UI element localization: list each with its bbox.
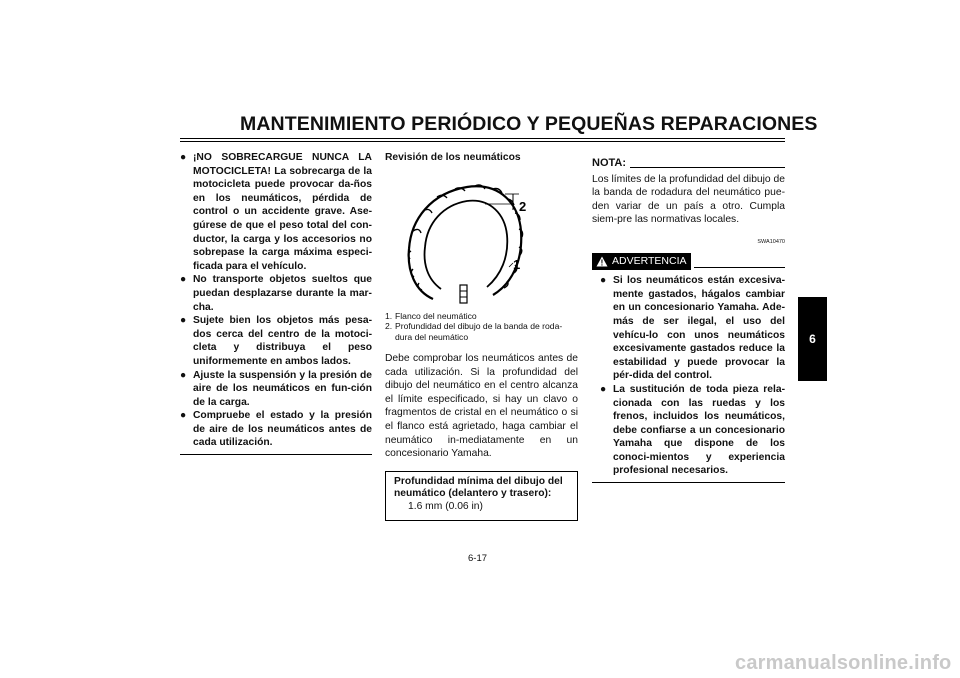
warning-label: ADVERTENCIA [612, 254, 687, 267]
note-heading [592, 157, 785, 171]
warning-code: SWA10470 [757, 238, 785, 245]
list-item: ● ¡NO SOBRECARGUE NUNCA LA MOTOCICLETA! La sobrecarga de la motocicleta puede provocar da-ños en los neumáticos, pérdida de control o un accidente grave. Ase-gúrese de que el peso total del con-ductor, la carga y los accesorios no sobrepase la carga máxima especi-ficada para el vehículo. [180, 152, 372, 272]
spec-value: 1.6 mm (0.06 in) [408, 500, 483, 512]
bullet-icon: ● [180, 152, 187, 163]
bullet-icon: ● [180, 369, 187, 381]
spec-box [385, 471, 578, 522]
list-item: ● Compruebe el estado y la presión de aire de los neumáticos antes de cada utilización. [180, 410, 372, 449]
list-item: ● La sustitución de toda pieza rela-cionada con las ruedas y los frenos, incluidos los neumáticos, debe confiarse a un concesionario Yamaha que dispone de los conoci-mientos y experiencia profesional necesarios. [600, 383, 785, 477]
tire-cross-section-illustration [385, 171, 578, 311]
figure-label-1: 1 [513, 256, 521, 272]
list-item: ● No transporte objetos sueltos que puedan desplazarse durante la mar-cha. [180, 274, 372, 313]
title-rule-secondary [180, 141, 785, 142]
figure-label-2: 2 [519, 198, 527, 214]
column-middle [385, 151, 578, 521]
spec-label: Profundidad mínima del dibujo del neumático (delantero y trasero): [394, 475, 563, 500]
page-title: MANTENIMIENTO PERIÓDICO Y PEQUEÑAS REPARACIONES [240, 113, 818, 135]
section-end-rule [592, 482, 785, 483]
note-label: NOTA: [592, 157, 627, 169]
column-right [592, 157, 785, 483]
caption-item: 1. Flanco del neumático [385, 310, 477, 321]
bullet-icon: ● [600, 275, 607, 287]
warning-header [592, 253, 785, 271]
warning-rule [694, 267, 786, 268]
watermark: carmanualsonline.info [735, 652, 952, 674]
list-item: ● Ajuste la suspensión y la presión de aire de los neumáticos en fun-ción de la carga. [180, 369, 372, 408]
body-paragraph: Debe comprobar los neumáticos antes de cada utilización. Si la profundidad del dibujo del neumático en el centro alcanza el límite especificado, si hay un clavo o fragmentos de cristal en el neumático o si el flanco está agrietado, haga cambiar el neumático in-mediatamente en un concesionario Yamaha. [385, 353, 578, 460]
note-text: Los límites de la profundidad del dibujo de la banda de rodadura del neumático pue-den variar de un país a otro. Cumpla siem-pre las normativas locales. [592, 173, 785, 226]
figure-captions [385, 311, 578, 343]
section-end-rule [180, 454, 372, 455]
tire-diagram [385, 171, 578, 311]
list-item: ● Sujete bien los objetos más pesa-dos cerca del centro de la motoci-cleta y distribuya el peso uniformemente en ambos lados. [180, 315, 372, 367]
bullet-icon: ● [180, 274, 187, 286]
column-left [180, 151, 372, 455]
page-number: 6-17 [468, 553, 488, 564]
chapter-tab: 6 [798, 297, 827, 381]
list-item: ● Si los neumáticos están excesiva-mente gastados, hágalos cambiar en un concesionario Yamaha. Ade-más de ser ilegal, el uso del vehícu-lo con unos neumáticos excesivamente gastados reduce la estabilidad y puede provocar la pér-dida del control. [600, 275, 785, 382]
warning-badge [592, 253, 691, 271]
svg-text:!: ! [600, 258, 604, 267]
bullet-icon: ● [180, 410, 187, 422]
bullet-icon: ● [180, 315, 187, 327]
caption-item: 2. Profundidad del dibujo de la banda de roda-dura del neumático [385, 321, 563, 342]
warning-triangle-icon [596, 256, 608, 267]
note-rule [630, 167, 785, 168]
bullet-icon: ● [600, 383, 607, 395]
title-rule [180, 138, 785, 139]
section-heading: Revisión de los neumáticos [385, 152, 521, 163]
